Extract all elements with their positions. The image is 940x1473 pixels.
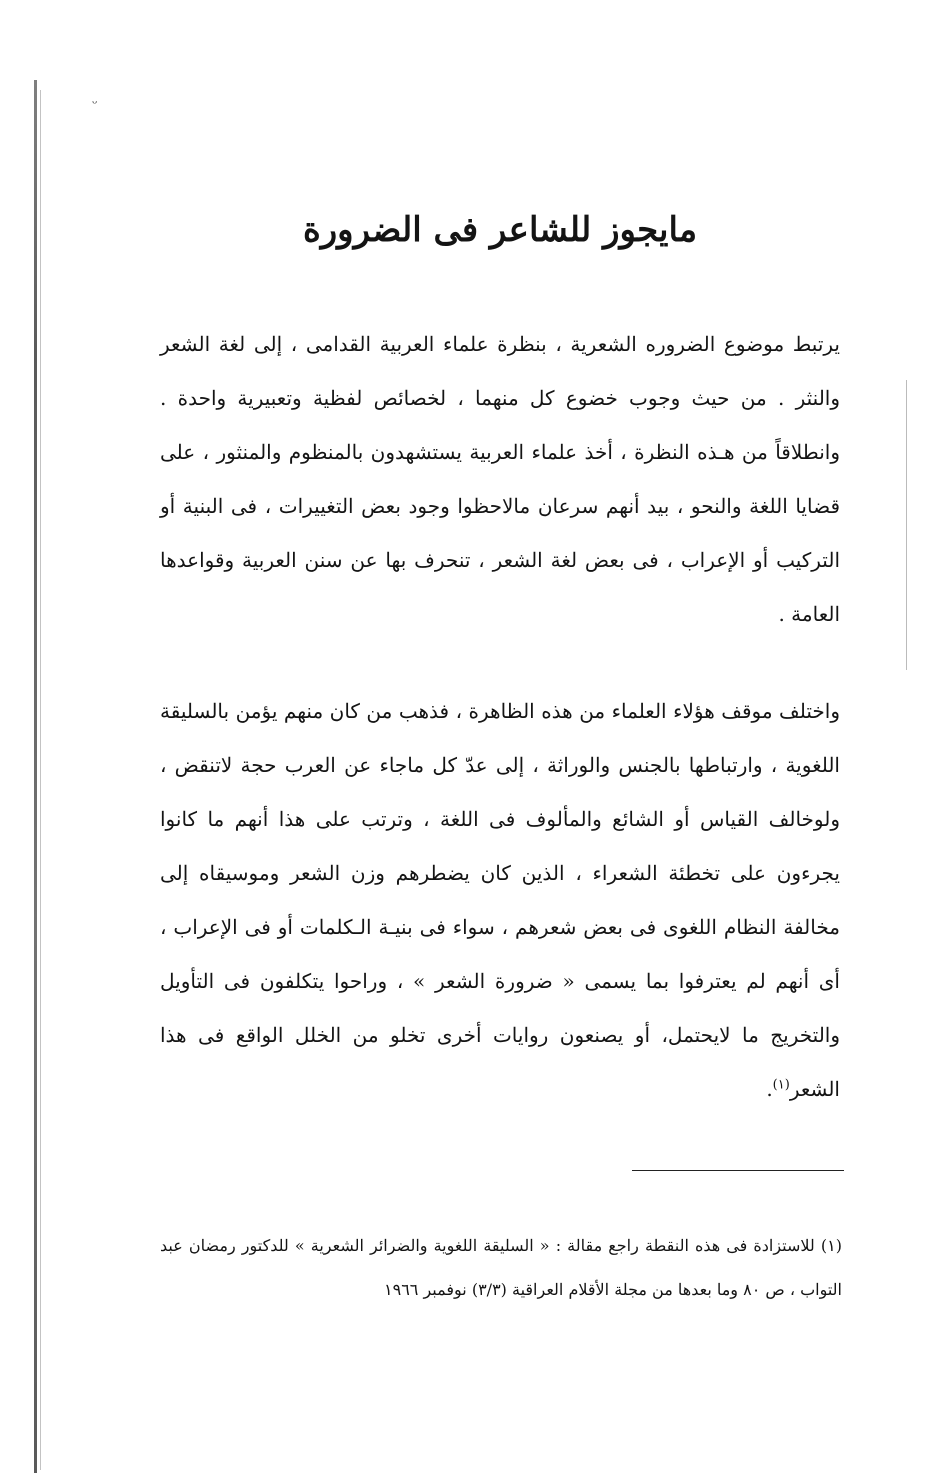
paragraph-2-text: واختلف موقف هؤلاء العلماء من هذه الظاهرة ، فذهب من كان منهم يؤمن بالسليقة اللغوية ، وارتباطها بالجنس والوراثة ، إلى عدّ كل ماجاء عن العرب حجة لاتنقض ، ولوخالف القياس أو الشائع والمألوف فى اللغة ، وترتب على هذا أنهم ما كانوا يجرءون على تخطئة الشعراء ، الذين كان يضطرهم وزن الشعر وموسيقاه إلى مخالفة النظام اللغوى فى بعض شعرهم ، سواء فى بنيـة الـكلمات أو فى الإعراب ، أى أنهم لم يعترفوا بما يسمى « ضرورة الشعر » ، وراحوا يتكلفون فى التأويل والتخريج ما لايحتمل، أو يصنعون روايات أخرى تخلو من الخلل الواقع فى هذا الشعر [160,699,840,1101]
scan-speck: ᵕ [92,96,98,112]
page-title: مايجوز للشاعر فى الضرورة [302,210,698,250]
footnote: (١) للاستزادة فى هذه النقطة راجع مقالة : « السليقة اللغوية والضرائر الشعرية » للدكتور رمضان عبد التواب ، ص ٨٠ وما بعدها من مجلة الأقلام العراقية (٣/٣) نوفمبر ١٩٦٦ [160,1236,842,1299]
scan-binding-edge [34,80,37,1473]
paragraph-1: يرتبط موضوع الضروره الشعرية ، بنظرة علماء العربية القدامى ، إلى لغة الشعر والنثر . من حيث وجوب خضوع كل منهما ، لخصائص لفظية وتعبيرية واحدة . وانطلاقاً من هـذه النظرة ، أخذ علماء العربية يستشهدون بالمنظوم والمنثور ، على قضايا اللغة والنحو ، بيد أنهم سرعان مالاحظوا وجود بعض التغييرات ، فى البنية أو التركيب أو الإعراب ، فى بعض لغة الشعر ، تنحرف بها عن سنن العربية وقواعدها العامة . [160,332,840,626]
footnote-separator [632,1170,844,1171]
scan-binding-edge-shadow [40,90,41,1470]
paragraph-2 [160,684,840,1116]
footnote-reference: (١) [772,1077,790,1093]
scan-margin-line [906,380,907,670]
paragraph-2-end-period: . [766,1077,773,1101]
